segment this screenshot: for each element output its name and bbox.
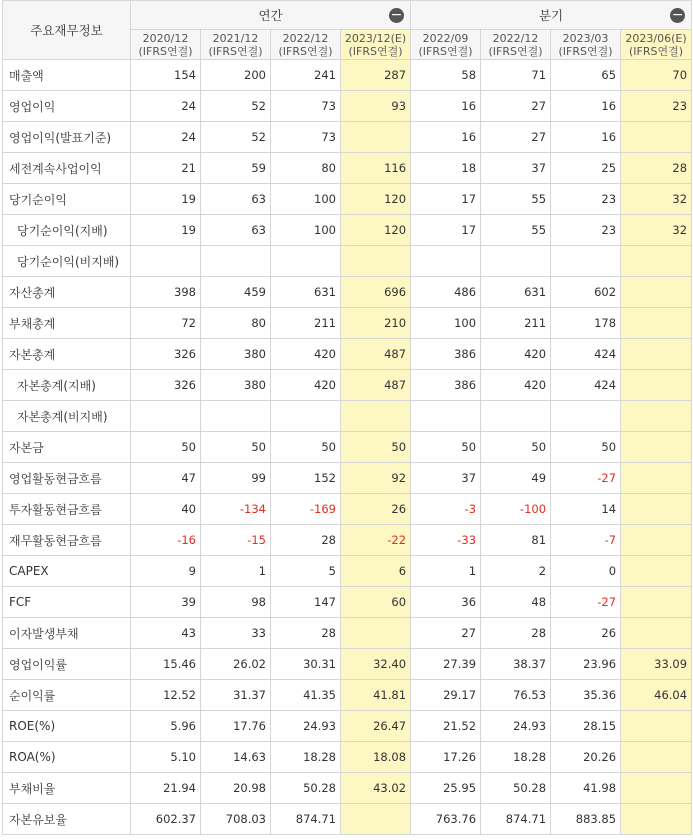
value-cell: 874.71 xyxy=(481,804,551,835)
value-cell: 80 xyxy=(271,153,341,184)
value-cell: 32.40 xyxy=(341,649,411,680)
period-header xyxy=(131,30,201,60)
row-label: CAPEX xyxy=(3,556,131,587)
table-row xyxy=(3,525,692,556)
value-cell: 420 xyxy=(481,370,551,401)
value-cell xyxy=(411,401,481,432)
table-row xyxy=(3,91,692,122)
period-date: 2022/12 xyxy=(492,31,539,45)
value-cell: 486 xyxy=(411,277,481,308)
value-cell: 33.09 xyxy=(621,649,692,680)
value-cell: 49 xyxy=(481,463,551,494)
value-cell: 73 xyxy=(271,91,341,122)
period-basis: (IFRS연결) xyxy=(558,44,613,58)
value-cell: 398 xyxy=(131,277,201,308)
value-cell xyxy=(621,742,692,773)
row-label: 매출액 xyxy=(3,60,131,91)
value-cell: -15 xyxy=(201,525,271,556)
value-cell: 28 xyxy=(271,618,341,649)
value-cell: 602 xyxy=(551,277,621,308)
value-cell: 21.94 xyxy=(131,773,201,804)
value-cell: 26.02 xyxy=(201,649,271,680)
value-cell: 23 xyxy=(621,91,692,122)
value-cell: 72 xyxy=(131,308,201,339)
value-cell: 21 xyxy=(131,153,201,184)
value-cell: 17.76 xyxy=(201,711,271,742)
value-cell: 287 xyxy=(341,60,411,91)
collapse-quarter-icon[interactable]: − xyxy=(671,7,684,23)
value-cell: 25 xyxy=(551,153,621,184)
table-row xyxy=(3,60,692,91)
value-cell: 15.46 xyxy=(131,649,201,680)
value-cell: 424 xyxy=(551,370,621,401)
value-cell: 24 xyxy=(131,122,201,153)
row-label: 당기순이익(지배) xyxy=(3,215,131,246)
period-basis: (IFRS연결) xyxy=(348,44,403,58)
row-label: 자본총계 xyxy=(3,339,131,370)
value-cell: 100 xyxy=(271,215,341,246)
value-cell: 211 xyxy=(271,308,341,339)
value-cell: 12.52 xyxy=(131,680,201,711)
value-cell: 631 xyxy=(481,277,551,308)
value-cell xyxy=(621,494,692,525)
value-cell: 36 xyxy=(411,587,481,618)
row-label: ROE(%) xyxy=(3,711,131,742)
row-label: 자본유보율 xyxy=(3,804,131,835)
value-cell: -100 xyxy=(481,494,551,525)
table-row xyxy=(3,277,692,308)
row-label: 자본금 xyxy=(3,432,131,463)
row-label: 이자발생부채 xyxy=(3,618,131,649)
value-cell: 52 xyxy=(201,122,271,153)
value-cell: 21.52 xyxy=(411,711,481,742)
value-cell: 424 xyxy=(551,339,621,370)
value-cell xyxy=(621,525,692,556)
row-label: 당기순이익 xyxy=(3,184,131,215)
table-row xyxy=(3,339,692,370)
value-cell: 43 xyxy=(131,618,201,649)
value-cell: -27 xyxy=(551,463,621,494)
value-cell: 80 xyxy=(201,308,271,339)
value-cell xyxy=(131,401,201,432)
value-cell xyxy=(341,122,411,153)
value-cell: 50 xyxy=(201,432,271,463)
value-cell: 24.93 xyxy=(271,711,341,742)
value-cell: 29.17 xyxy=(411,680,481,711)
value-cell: 120 xyxy=(341,215,411,246)
value-cell: 58 xyxy=(411,60,481,91)
value-cell xyxy=(201,401,271,432)
table-row xyxy=(3,649,692,680)
value-cell: 33 xyxy=(201,618,271,649)
value-cell: 100 xyxy=(271,184,341,215)
value-cell: 14.63 xyxy=(201,742,271,773)
value-cell: 27 xyxy=(411,618,481,649)
value-cell: 420 xyxy=(481,339,551,370)
table-row xyxy=(3,494,692,525)
value-cell: 23 xyxy=(551,184,621,215)
value-cell: 55 xyxy=(481,184,551,215)
value-cell: 27 xyxy=(481,122,551,153)
value-cell: 708.03 xyxy=(201,804,271,835)
table-row xyxy=(3,246,692,277)
value-cell: 43.02 xyxy=(341,773,411,804)
value-cell: 16 xyxy=(411,91,481,122)
value-cell: 50 xyxy=(551,432,621,463)
quarter-group-header xyxy=(411,1,692,30)
value-cell: 326 xyxy=(131,370,201,401)
table-row xyxy=(3,215,692,246)
value-cell: 16 xyxy=(551,122,621,153)
value-cell: 602.37 xyxy=(131,804,201,835)
table-row xyxy=(3,401,692,432)
value-cell: 380 xyxy=(201,339,271,370)
value-cell xyxy=(481,246,551,277)
row-label: 자본총계(비지배) xyxy=(3,401,131,432)
value-cell: 386 xyxy=(411,339,481,370)
value-cell: 50.28 xyxy=(481,773,551,804)
value-cell: 326 xyxy=(131,339,201,370)
value-cell: 24.93 xyxy=(481,711,551,742)
value-cell xyxy=(201,246,271,277)
value-cell xyxy=(131,246,201,277)
period-header xyxy=(481,30,551,60)
value-cell: 26.47 xyxy=(341,711,411,742)
value-cell: -7 xyxy=(551,525,621,556)
value-cell xyxy=(621,587,692,618)
value-cell: 18.28 xyxy=(481,742,551,773)
value-cell xyxy=(621,618,692,649)
value-cell: 39 xyxy=(131,587,201,618)
value-cell: 23 xyxy=(551,215,621,246)
value-cell: 147 xyxy=(271,587,341,618)
value-cell xyxy=(621,308,692,339)
value-cell: 26 xyxy=(551,618,621,649)
value-cell: 41.98 xyxy=(551,773,621,804)
value-cell: 48 xyxy=(481,587,551,618)
value-cell: -33 xyxy=(411,525,481,556)
annual-group-header xyxy=(131,1,411,30)
value-cell: 46.04 xyxy=(621,680,692,711)
value-cell: 28 xyxy=(271,525,341,556)
value-cell: 63 xyxy=(201,215,271,246)
value-cell: 200 xyxy=(201,60,271,91)
value-cell: 120 xyxy=(341,184,411,215)
value-cell: 73 xyxy=(271,122,341,153)
row-label: 재무활동현금흐름 xyxy=(3,525,131,556)
value-cell: 47 xyxy=(131,463,201,494)
value-cell: -169 xyxy=(271,494,341,525)
value-cell: 41.81 xyxy=(341,680,411,711)
value-cell: -27 xyxy=(551,587,621,618)
value-cell: 5.96 xyxy=(131,711,201,742)
value-cell: 9 xyxy=(131,556,201,587)
value-cell xyxy=(621,370,692,401)
value-cell: 18.28 xyxy=(271,742,341,773)
value-cell: 32 xyxy=(621,215,692,246)
table-row xyxy=(3,680,692,711)
value-cell: 27.39 xyxy=(411,649,481,680)
value-cell: 92 xyxy=(341,463,411,494)
value-cell xyxy=(621,339,692,370)
value-cell: 487 xyxy=(341,370,411,401)
row-label: 영업이익률 xyxy=(3,649,131,680)
value-cell: 6 xyxy=(341,556,411,587)
value-cell: -134 xyxy=(201,494,271,525)
value-cell: 20.26 xyxy=(551,742,621,773)
value-cell: 5 xyxy=(271,556,341,587)
value-cell: 16 xyxy=(411,122,481,153)
value-cell: 17.26 xyxy=(411,742,481,773)
value-cell: 65 xyxy=(551,60,621,91)
value-cell: 63 xyxy=(201,184,271,215)
row-label: 자산총계 xyxy=(3,277,131,308)
value-cell: 152 xyxy=(271,463,341,494)
table-row xyxy=(3,742,692,773)
row-label: 당기순이익(비지배) xyxy=(3,246,131,277)
value-cell: 71 xyxy=(481,60,551,91)
value-cell: 696 xyxy=(341,277,411,308)
period-date: 2023/12(E) xyxy=(344,31,407,45)
period-basis: (IFRS연결) xyxy=(278,44,333,58)
table-row xyxy=(3,556,692,587)
value-cell: 211 xyxy=(481,308,551,339)
value-cell: 28.15 xyxy=(551,711,621,742)
value-cell: 50 xyxy=(341,432,411,463)
value-cell: 2 xyxy=(481,556,551,587)
value-cell: 35.36 xyxy=(551,680,621,711)
quarter-label: 분기 xyxy=(538,8,564,23)
value-cell: 100 xyxy=(411,308,481,339)
value-cell: 55 xyxy=(481,215,551,246)
row-label: 영업이익(발표기준) xyxy=(3,122,131,153)
table-row xyxy=(3,773,692,804)
value-cell xyxy=(621,804,692,835)
value-cell: 38.37 xyxy=(481,649,551,680)
value-cell: 60 xyxy=(341,587,411,618)
value-cell: 52 xyxy=(201,91,271,122)
value-cell xyxy=(621,246,692,277)
value-cell: -22 xyxy=(341,525,411,556)
value-cell: -3 xyxy=(411,494,481,525)
value-cell: 25.95 xyxy=(411,773,481,804)
value-cell: 23.96 xyxy=(551,649,621,680)
value-cell: 50 xyxy=(411,432,481,463)
value-cell xyxy=(621,277,692,308)
value-cell xyxy=(621,432,692,463)
value-cell: 28 xyxy=(481,618,551,649)
value-cell: 99 xyxy=(201,463,271,494)
value-cell: 386 xyxy=(411,370,481,401)
row-label: 순이익률 xyxy=(3,680,131,711)
value-cell: 883.85 xyxy=(551,804,621,835)
value-cell: 28 xyxy=(621,153,692,184)
period-header xyxy=(621,30,692,60)
period-date: 2022/12 xyxy=(282,31,329,45)
value-cell: 27 xyxy=(481,91,551,122)
period-header xyxy=(201,30,271,60)
value-cell: 763.76 xyxy=(411,804,481,835)
period-header xyxy=(411,30,481,60)
value-cell xyxy=(341,618,411,649)
value-cell xyxy=(271,246,341,277)
value-cell: 20.98 xyxy=(201,773,271,804)
value-cell: 40 xyxy=(131,494,201,525)
period-basis: (IFRS연결) xyxy=(629,44,684,58)
annual-label: 연간 xyxy=(258,8,283,23)
value-cell xyxy=(271,401,341,432)
value-cell: 31.37 xyxy=(201,680,271,711)
table-row xyxy=(3,432,692,463)
value-cell: 93 xyxy=(341,91,411,122)
collapse-annual-icon[interactable]: − xyxy=(390,7,403,23)
value-cell xyxy=(411,246,481,277)
value-cell: 14 xyxy=(551,494,621,525)
period-date: 2022/09 xyxy=(422,31,469,45)
item-column-header: 주요재무정보 xyxy=(3,1,131,60)
value-cell: 420 xyxy=(271,339,341,370)
value-cell xyxy=(341,246,411,277)
row-label: 자본총계(지배) xyxy=(3,370,131,401)
value-cell: 19 xyxy=(131,215,201,246)
table-row xyxy=(3,370,692,401)
value-cell xyxy=(341,804,411,835)
table-row xyxy=(3,618,692,649)
value-cell: 59 xyxy=(201,153,271,184)
value-cell: 17 xyxy=(411,215,481,246)
value-cell: 18 xyxy=(411,153,481,184)
period-basis: (IFRS연결) xyxy=(488,44,543,58)
value-cell: 5.10 xyxy=(131,742,201,773)
value-cell xyxy=(341,401,411,432)
value-cell: 17 xyxy=(411,184,481,215)
value-cell: 76.53 xyxy=(481,680,551,711)
value-cell: 380 xyxy=(201,370,271,401)
row-label: ROA(%) xyxy=(3,742,131,773)
period-header xyxy=(551,30,621,60)
value-cell: 32 xyxy=(621,184,692,215)
value-cell: 18.08 xyxy=(341,742,411,773)
period-date: 2020/12 xyxy=(142,31,189,45)
row-label: FCF xyxy=(3,587,131,618)
table-row xyxy=(3,153,692,184)
row-label: 투자활동현금흐름 xyxy=(3,494,131,525)
value-cell: 0 xyxy=(551,556,621,587)
financial-summary-table xyxy=(2,0,692,835)
value-cell: 70 xyxy=(621,60,692,91)
period-date: 2023/06(E) xyxy=(625,31,687,45)
row-label: 부채비율 xyxy=(3,773,131,804)
value-cell: 81 xyxy=(481,525,551,556)
value-cell: 241 xyxy=(271,60,341,91)
value-cell: -16 xyxy=(131,525,201,556)
value-cell: 98 xyxy=(201,587,271,618)
period-date: 2023/03 xyxy=(562,31,609,45)
row-label: 영업이익 xyxy=(3,91,131,122)
value-cell: 420 xyxy=(271,370,341,401)
value-cell: 26 xyxy=(341,494,411,525)
table-row xyxy=(3,184,692,215)
value-cell xyxy=(621,122,692,153)
value-cell xyxy=(621,556,692,587)
value-cell: 1 xyxy=(411,556,481,587)
period-basis: (IFRS연결) xyxy=(208,44,263,58)
value-cell: 178 xyxy=(551,308,621,339)
value-cell: 50.28 xyxy=(271,773,341,804)
value-cell: 116 xyxy=(341,153,411,184)
value-cell xyxy=(621,463,692,494)
value-cell xyxy=(621,773,692,804)
value-cell: 37 xyxy=(481,153,551,184)
value-cell: 19 xyxy=(131,184,201,215)
period-header xyxy=(341,30,411,60)
value-cell: 41.35 xyxy=(271,680,341,711)
table-row xyxy=(3,711,692,742)
value-cell: 874.71 xyxy=(271,804,341,835)
value-cell: 50 xyxy=(271,432,341,463)
value-cell: 1 xyxy=(201,556,271,587)
value-cell xyxy=(551,401,621,432)
period-basis: (IFRS연결) xyxy=(418,44,473,58)
value-cell xyxy=(621,401,692,432)
value-cell: 16 xyxy=(551,91,621,122)
table-row xyxy=(3,463,692,494)
value-cell xyxy=(551,246,621,277)
value-cell: 459 xyxy=(201,277,271,308)
value-cell: 24 xyxy=(131,91,201,122)
table-row xyxy=(3,308,692,339)
value-cell xyxy=(481,401,551,432)
value-cell: 487 xyxy=(341,339,411,370)
value-cell: 50 xyxy=(481,432,551,463)
table-body xyxy=(3,60,692,835)
value-cell: 210 xyxy=(341,308,411,339)
value-cell xyxy=(621,711,692,742)
table-row xyxy=(3,804,692,835)
value-cell: 30.31 xyxy=(271,649,341,680)
row-label: 세전계속사업이익 xyxy=(3,153,131,184)
value-cell: 50 xyxy=(131,432,201,463)
value-cell: 37 xyxy=(411,463,481,494)
period-basis: (IFRS연결) xyxy=(138,44,193,58)
row-label: 영업활동현금흐름 xyxy=(3,463,131,494)
period-date: 2021/12 xyxy=(212,31,259,45)
table-row xyxy=(3,587,692,618)
value-cell: 631 xyxy=(271,277,341,308)
value-cell: 154 xyxy=(131,60,201,91)
table-row xyxy=(3,122,692,153)
period-header xyxy=(271,30,341,60)
row-label: 부채총계 xyxy=(3,308,131,339)
